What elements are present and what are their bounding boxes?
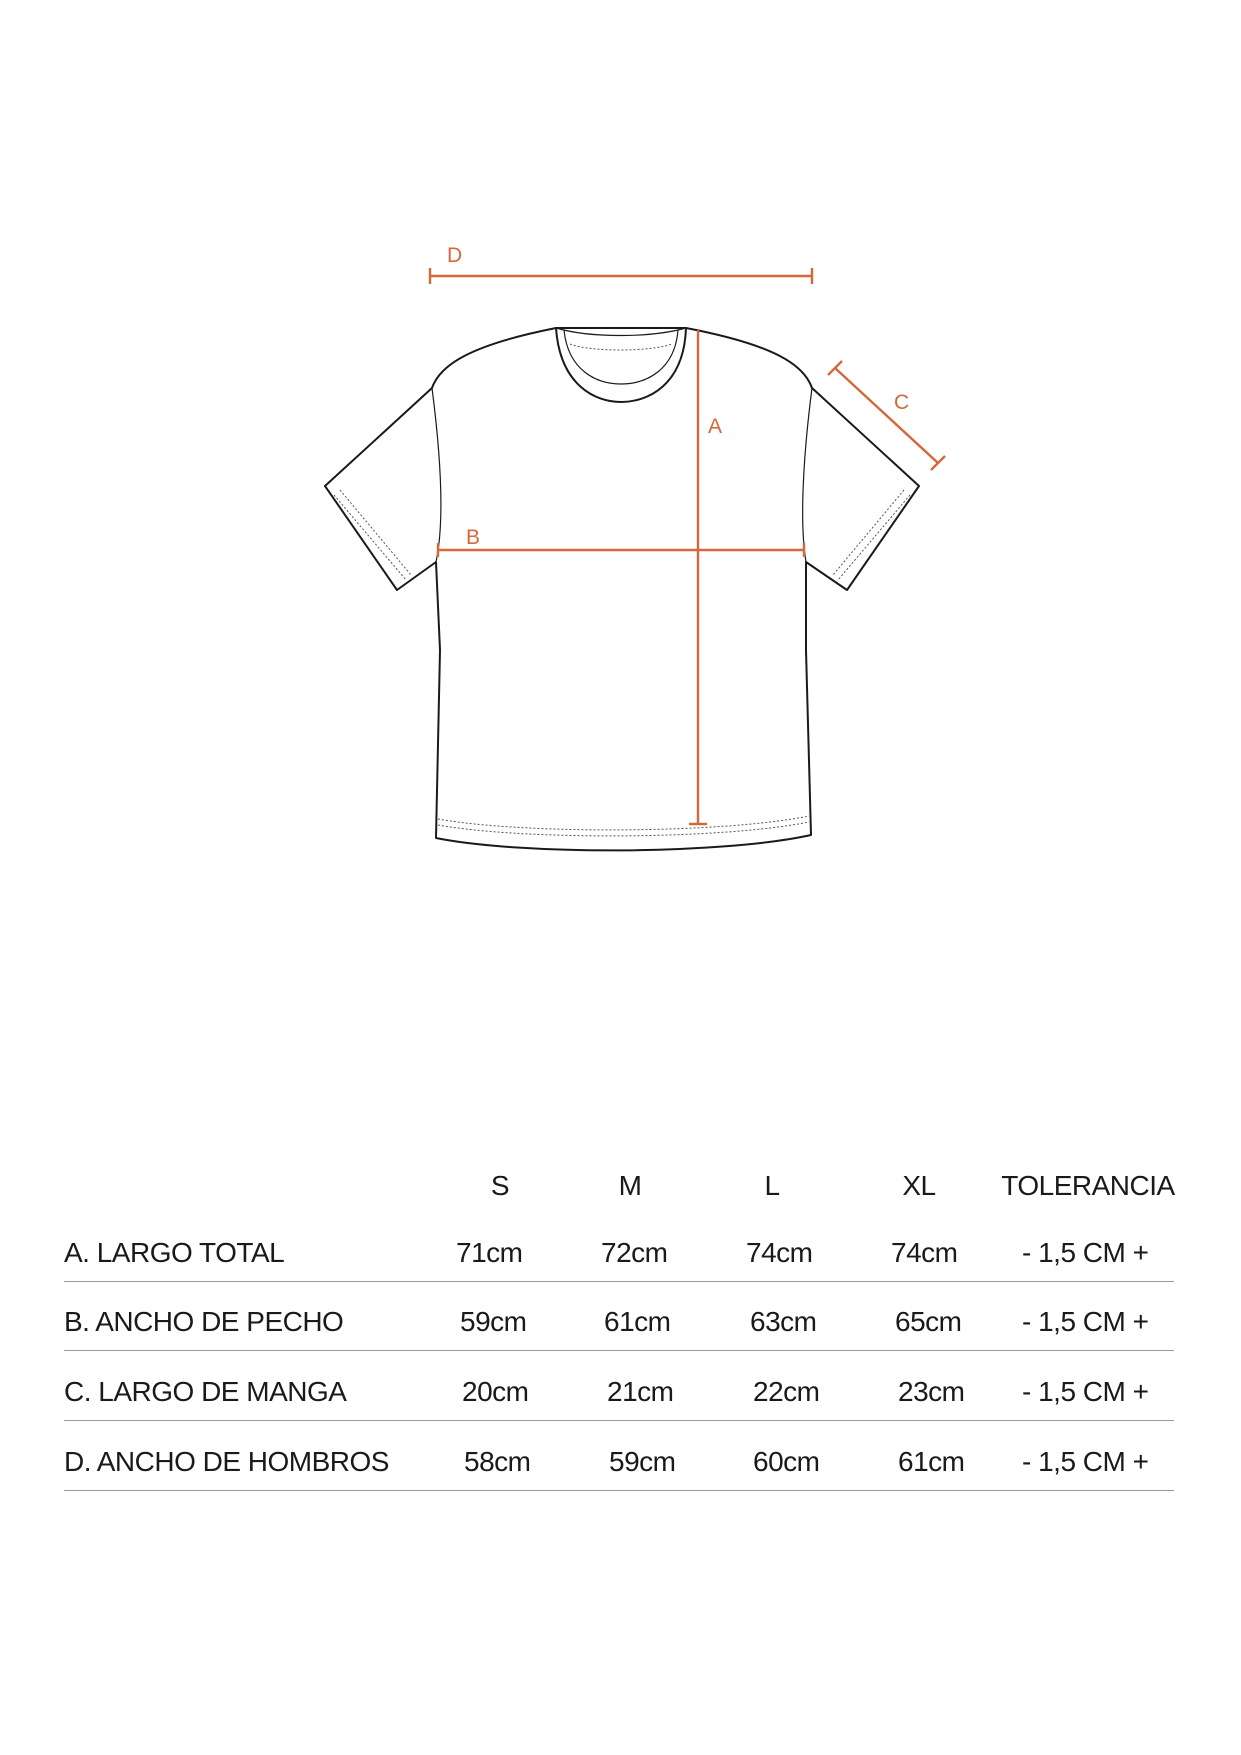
row-label: A. LARGO TOTAL (64, 1237, 285, 1268)
value-xl: 74cm (891, 1237, 958, 1268)
header-tolerancia: TOLERANCIA (1001, 1170, 1175, 1201)
hem-stitch-2 (438, 816, 809, 830)
value-s: 59cm (460, 1306, 527, 1337)
value-m: 21cm (607, 1376, 674, 1407)
left-armhole-seam (432, 388, 441, 562)
value-l: 63cm (750, 1306, 817, 1337)
right-sleeve-stitch-2 (833, 490, 904, 575)
value-l: 74cm (746, 1237, 813, 1268)
hem-stitch (438, 822, 809, 836)
header-xl: XL (902, 1170, 936, 1201)
value-xl: 65cm (895, 1306, 962, 1337)
value-xl: 61cm (898, 1446, 965, 1477)
value-m: 72cm (601, 1237, 668, 1268)
value-l: 22cm (753, 1376, 820, 1407)
value-xl: 23cm (898, 1376, 965, 1407)
measure-b-label: B (466, 526, 481, 549)
value-s: 58cm (464, 1446, 531, 1477)
value-m: 61cm (604, 1306, 671, 1337)
header-m: M (618, 1170, 642, 1201)
value-s: 20cm (462, 1376, 529, 1407)
collar-inner (564, 330, 678, 384)
collar-stitch (570, 344, 672, 350)
header-l: L (764, 1170, 780, 1201)
measure-c (828, 361, 945, 470)
table-row (64, 1446, 1174, 1491)
measure-a-label: A (708, 415, 723, 438)
value-tolerance: - 1,5 CM + (1022, 1237, 1149, 1268)
table-row (64, 1306, 1174, 1351)
row-label: C. LARGO DE MANGA (64, 1376, 347, 1407)
collar-back (556, 328, 686, 336)
value-tolerance: - 1,5 CM + (1022, 1376, 1149, 1407)
collar-rib (556, 328, 686, 402)
measure-d (430, 244, 812, 284)
table-row (64, 1237, 1174, 1282)
value-m: 59cm (609, 1446, 676, 1477)
right-sleeve-stitch (838, 495, 910, 580)
row-label: B. ANCHO DE PECHO (64, 1306, 344, 1337)
table-row (64, 1376, 1174, 1421)
value-tolerance: - 1,5 CM + (1022, 1306, 1149, 1337)
left-sleeve-stitch (334, 495, 406, 580)
tshirt-outline (325, 328, 919, 850)
measure-c-label: C (894, 391, 910, 414)
header-s: S (490, 1170, 510, 1201)
right-armhole-seam (803, 388, 812, 562)
value-l: 60cm (753, 1446, 820, 1477)
value-tolerance: - 1,5 CM + (1022, 1446, 1149, 1477)
measure-d-label: D (447, 244, 463, 267)
row-label: D. ANCHO DE HOMBROS (64, 1446, 389, 1477)
value-s: 71cm (456, 1237, 523, 1268)
left-sleeve-stitch-2 (340, 490, 411, 575)
measure-b (438, 526, 804, 557)
measure-a (689, 330, 722, 824)
